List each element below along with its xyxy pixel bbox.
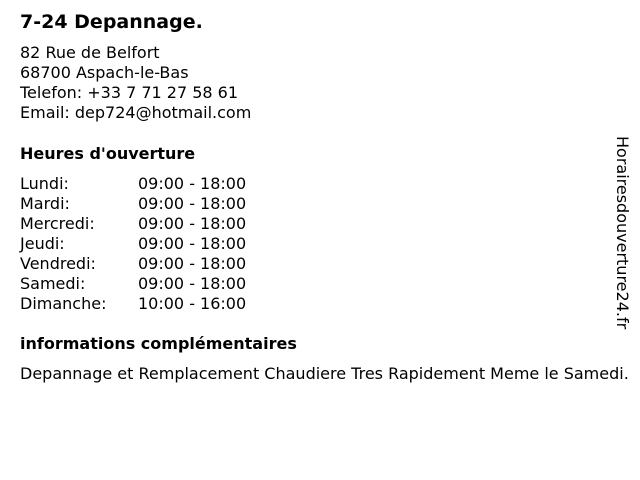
info-heading: informations complémentaires [20,334,297,353]
time-range: 09:00 - 18:00 [138,254,247,273]
hours-row [20,274,246,294]
time-range: 10:00 - 16:00 [138,294,247,313]
hours-heading: Heures d'ouverture [20,144,196,163]
hours-row [20,174,246,194]
address-block [20,43,251,123]
day-label: Dimanche: [20,294,107,313]
day-label: Jeudi: [20,234,65,253]
hours-row [20,294,246,314]
hours-row [20,214,246,234]
day-label: Mardi: [20,194,70,213]
watermark-text: Horairesdouverture24.fr [613,136,632,330]
business-name: 7-24 Depannage. [20,11,203,33]
day-label: Vendredi: [20,254,96,273]
time-range: 09:00 - 18:00 [138,174,247,193]
time-range: 09:00 - 18:00 [138,234,247,253]
info-text: Depannage et Remplacement Chaudiere Tres Rapidement Meme le Samedi. [20,364,629,383]
time-range: 09:00 - 18:00 [138,194,247,213]
opening-hours-table [20,174,246,314]
time-range: 09:00 - 18:00 [138,214,247,233]
day-label: Mercredi: [20,214,95,233]
hours-row [20,234,246,254]
hours-row [20,254,246,274]
day-label: Samedi: [20,274,86,293]
time-range: 09:00 - 18:00 [138,274,247,293]
email: Email: dep724@hotmail.com [20,103,252,122]
phone: Telefon: +33 7 71 27 58 61 [20,83,239,102]
hours-row [20,194,246,214]
city: 68700 Aspach-le-Bas [20,63,189,82]
day-label: Lundi: [20,174,69,193]
street: 82 Rue de Belfort [20,43,160,62]
